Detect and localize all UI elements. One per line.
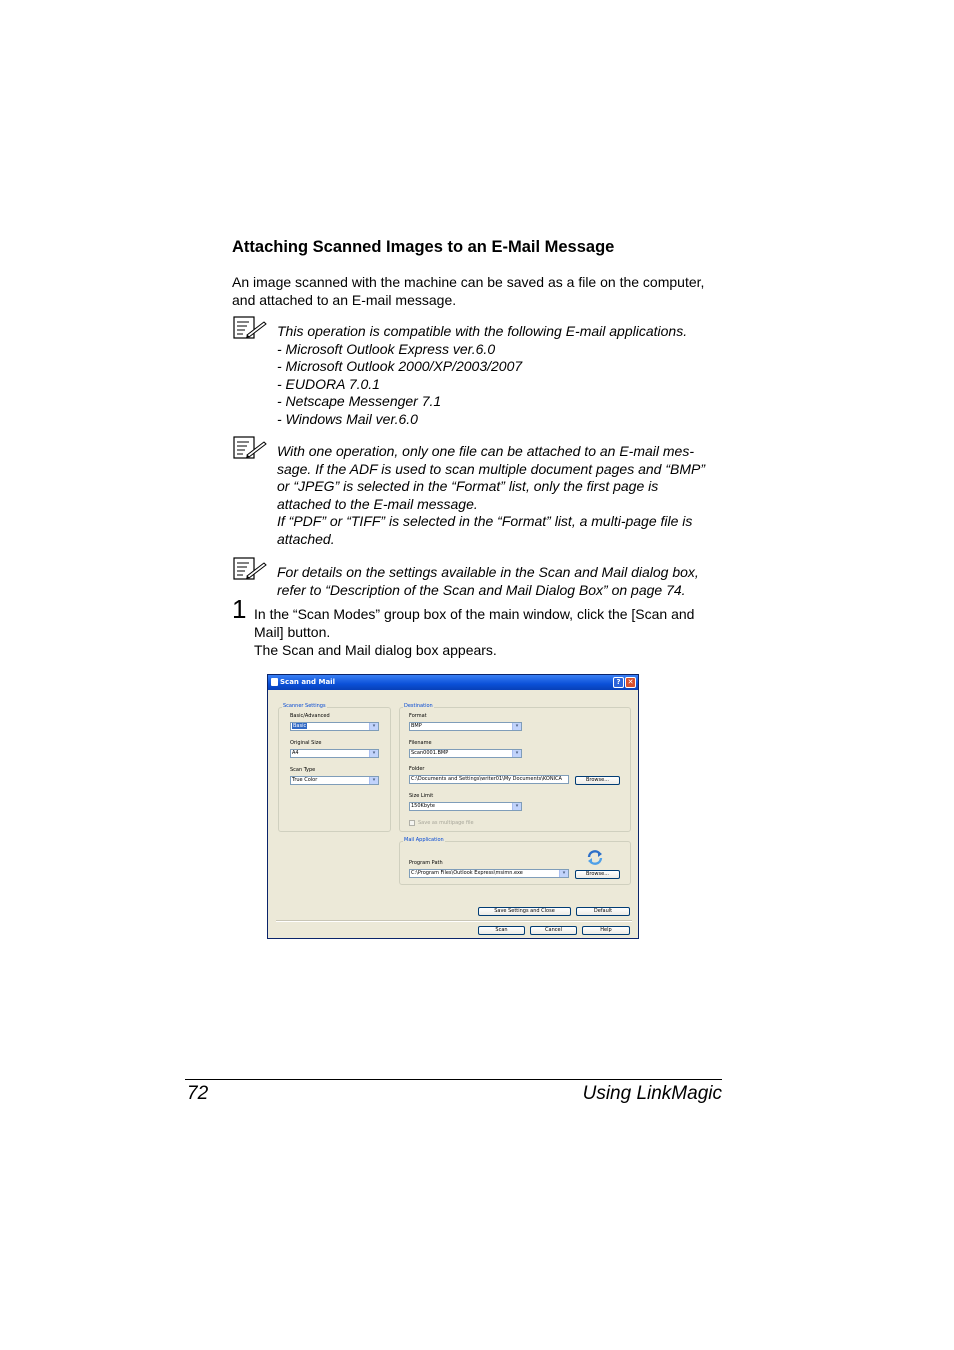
dialog-titlebar <box>268 675 638 690</box>
group-label: Destination <box>404 703 433 709</box>
folder-label: Folder <box>409 766 425 772</box>
footer-title: Using LinkMagic <box>582 1083 722 1104</box>
note-line: For details on the settings available in the Scan and Mail dialog box, <box>277 564 699 580</box>
folder-field[interactable]: C:\Documents and Settings\writer01\My Documents\KONICA <box>409 775 569 784</box>
step-line: In the “Scan Modes” group box of the main window, click the [Scan and <box>254 606 695 622</box>
app-icon <box>271 678 278 686</box>
chevron-down-icon[interactable]: ▾ <box>512 803 521 810</box>
note-line: sage. If the ADF is used to scan multiple document pages and “BMP” <box>277 460 705 477</box>
page-number: 72 <box>187 1083 209 1104</box>
group-label: Scanner Settings <box>283 703 326 709</box>
basic-advanced-select[interactable]: Basic ▾ <box>290 722 379 731</box>
note-line: attached. <box>277 530 335 547</box>
size-limit-label: Size Limit <box>409 793 434 799</box>
note-line: - Microsoft Outlook Express ver.6.0 <box>277 340 496 357</box>
original-size-select[interactable]: A4 ▾ <box>290 749 379 758</box>
format-select[interactable]: BMP ▾ <box>409 722 522 731</box>
step-text <box>254 605 724 659</box>
note-1 <box>277 323 727 429</box>
note-3 <box>277 564 727 599</box>
intro-paragraph: An image scanned with the machine can be saved as a file on the computer, and attached to an E-mail message. <box>232 274 705 308</box>
scan-type-label: Scan Type <box>290 767 316 773</box>
size-limit-select[interactable]: 150Kbyte ▾ <box>409 802 522 811</box>
note-line: refer to “Description of the Scan and Mail Dialog Box” on page 74. <box>277 581 686 598</box>
mail-application-group <box>399 837 631 885</box>
note-line: - Windows Mail ver.6.0 <box>277 410 418 427</box>
default-button[interactable]: Default <box>576 907 630 916</box>
original-size-label: Original Size <box>290 740 322 746</box>
format-label: Format <box>409 713 427 719</box>
multipage-checkbox[interactable] <box>409 820 415 826</box>
multipage-label: Save as multipage file <box>418 820 474 826</box>
note-line: - EUDORA 7.0.1 <box>277 375 380 392</box>
scanner-settings-group <box>278 703 391 832</box>
scan-button[interactable]: Scan <box>478 926 525 935</box>
cancel-button[interactable]: Cancel <box>530 926 577 935</box>
destination-group <box>399 703 631 832</box>
filename-label: Filename <box>409 740 432 746</box>
step-line: The Scan and Mail dialog box appears. <box>254 642 497 658</box>
dialog-title: Scan and Mail <box>280 678 335 686</box>
chevron-down-icon[interactable]: ▾ <box>369 750 378 757</box>
note-line: or “JPEG” is selected in the “Format” list, only the first page is <box>277 478 659 495</box>
basic-advanced-label: Basic/Advanced <box>290 713 330 719</box>
dialog-divider <box>276 920 632 922</box>
scan-type-select[interactable]: True Color ▾ <box>290 776 379 785</box>
note-line: attached to the E-mail message. <box>277 495 478 512</box>
title-close-button[interactable]: ✕ <box>625 677 636 688</box>
filename-select[interactable]: Scan0001.BMP ▾ <box>409 749 522 758</box>
note-line: This operation is compatible with the following E-mail applications. <box>277 323 688 339</box>
chevron-down-icon[interactable]: ▾ <box>512 723 521 730</box>
program-path-label: Program Path <box>409 860 443 866</box>
save-settings-close-button[interactable]: Save Settings and Close <box>478 907 571 916</box>
note-pencil-icon <box>233 436 267 460</box>
group-label: Mail Application <box>404 837 444 843</box>
note-pencil-icon <box>233 316 267 340</box>
note-line: - Microsoft Outlook 2000/XP/2003/2007 <box>277 358 523 375</box>
folder-browse-button[interactable]: Browse... <box>575 776 620 785</box>
step-number: 1 <box>232 594 247 624</box>
chevron-down-icon[interactable]: ▾ <box>369 777 378 784</box>
chevron-down-icon[interactable]: ▾ <box>512 750 521 757</box>
note-line: With one operation, only one file can be attached to an E-mail mes- <box>277 443 694 459</box>
title-help-button[interactable]: ? <box>613 677 624 688</box>
mail-app-refresh-icon[interactable] <box>586 849 604 866</box>
chevron-down-icon[interactable]: ▾ <box>369 723 378 730</box>
note-line: - Netscape Messenger 7.1 <box>277 393 442 410</box>
note-line: If “PDF” or “TIFF” is selected in the “Format” list, a multi-page file is <box>277 513 693 530</box>
footer-rule <box>185 1079 722 1080</box>
section-heading: Attaching Scanned Images to an E-Mail Message <box>232 238 615 256</box>
chevron-down-icon[interactable]: ▾ <box>559 870 568 877</box>
program-path-select[interactable]: C:\Program Files\Outlook Express\msimn.exe ▾ <box>409 869 569 878</box>
scan-and-mail-dialog <box>267 674 639 939</box>
help-button[interactable]: Help <box>582 926 630 935</box>
note-pencil-icon <box>233 557 267 581</box>
note-2 <box>277 443 727 549</box>
program-browse-button[interactable]: Browse... <box>575 870 620 879</box>
step-line: Mail] button. <box>254 624 331 640</box>
